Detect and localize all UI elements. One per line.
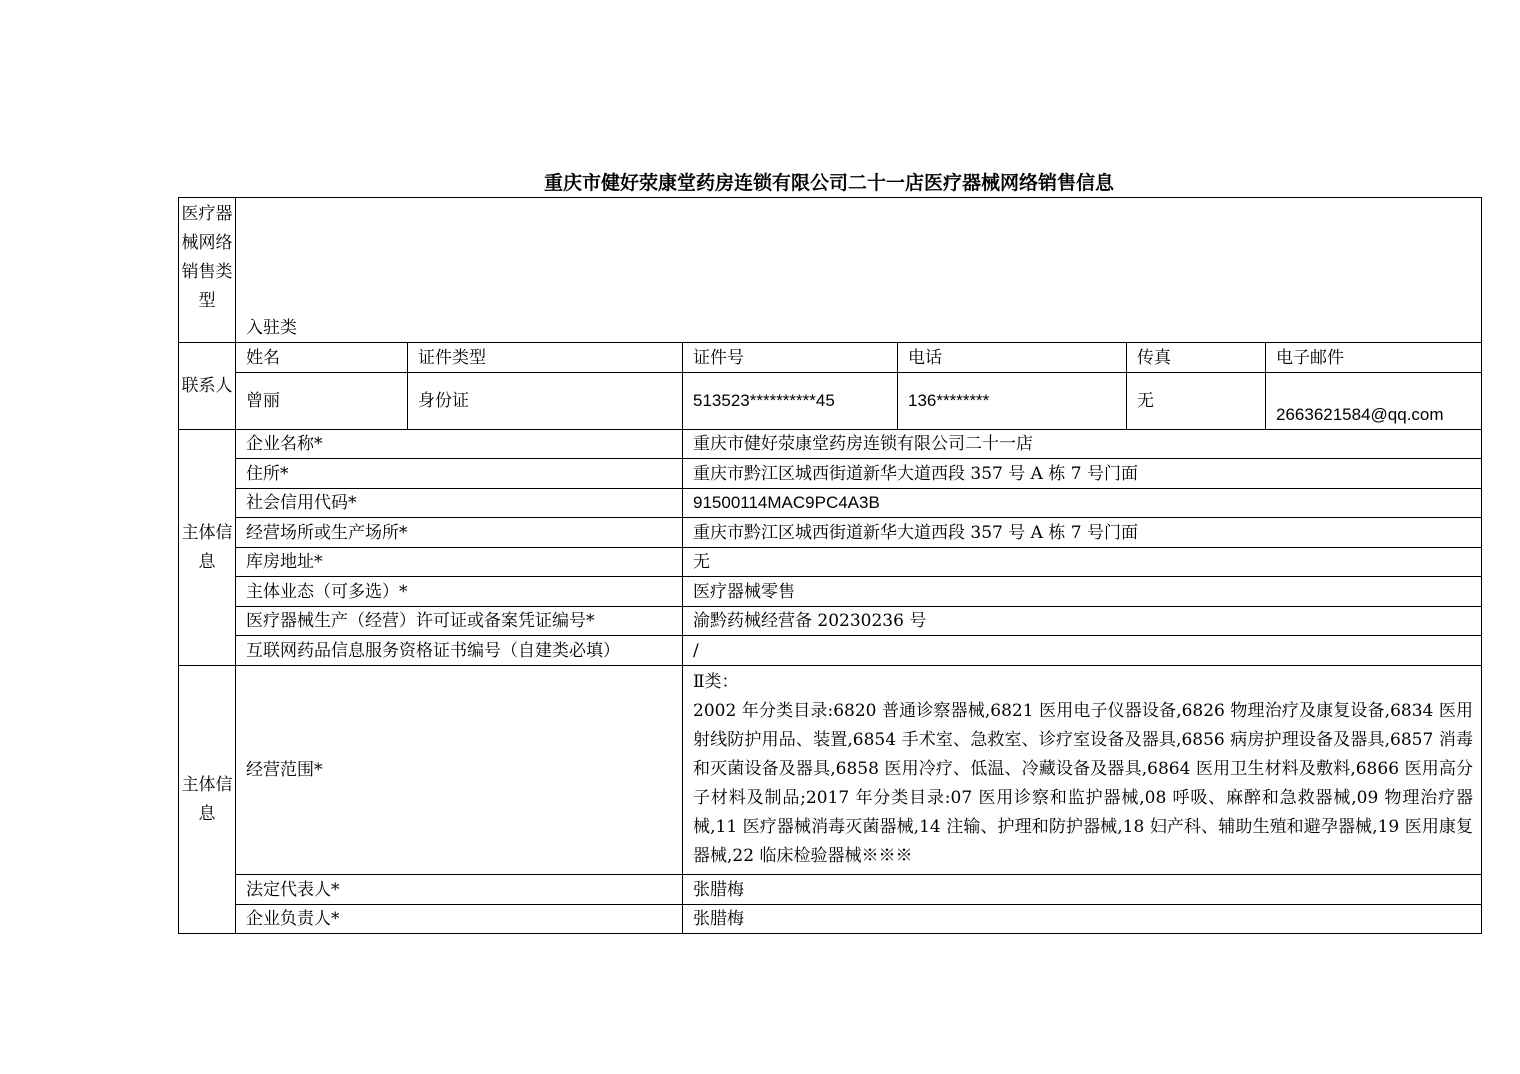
info-table xyxy=(178,197,1482,934)
subject-row-value: / xyxy=(683,636,1482,666)
scope-text: 2002 年分类目录:6820 普通诊察器械,6821 医用电子仪器设备,6826 物理治疗及康复设备,6834 医用射线防护用品、装置,6854 手术室、急救室、诊疗室设备及器具,6856 病房护理设备及器具,6857 消毒和灭菌设备及器具,6858 医用冷疗、低温、冷藏设备及器具,6864 医用卫生材料及敷料,6866 医用高分子材料及制品;2017 年分类目录:07 医用诊察和监护器械,08 呼吸、麻醉和急救器械,09 物理治疗器械,11 医疗器械消毒灭菌器械,14 注输、护理和防护器械,18 妇产科、辅助生殖和避孕器械,19 医用康复器械,22 临床检验器械※※※ xyxy=(693,701,1474,866)
contact-header-id-number: 证件号 xyxy=(683,343,898,373)
subject-row-value: 医疗器械零售 xyxy=(683,577,1482,607)
contact-email: 2663621584@qq.com xyxy=(1266,373,1482,430)
subject-row xyxy=(179,518,1482,548)
subject-row xyxy=(179,636,1482,666)
subject-row-label: 经营场所或生产场所* xyxy=(236,518,683,548)
subject-info-label-2: 主体信息 xyxy=(179,666,236,934)
contact-phone: 136******** xyxy=(898,373,1127,430)
subject-row-value: 重庆市黔江区城西街道新华大道西段 357 号 A 栋 7 号门面 xyxy=(683,459,1482,489)
contact-fax: 无 xyxy=(1127,373,1266,430)
legal-rep-label: 法定代表人* xyxy=(236,875,683,905)
subject-row xyxy=(179,430,1482,459)
page-title: 重庆市健好荥康堂药房连锁有限公司二十一店医疗器械网络销售信息 xyxy=(543,172,1114,194)
contact-header-row xyxy=(179,343,1482,373)
subject-row xyxy=(179,577,1482,607)
scope-class-line: Ⅱ类： xyxy=(693,672,739,692)
subject-row-label: 主体业态（可多选）* xyxy=(236,577,683,607)
subject-row-label: 库房地址* xyxy=(236,548,683,577)
subject-row-value: 无 xyxy=(683,548,1482,577)
subject-row-label: 企业名称* xyxy=(236,430,683,459)
subject-row-value: 91500114MAC9PC4A3B xyxy=(683,489,1482,518)
subject-row xyxy=(179,607,1482,636)
subject-row xyxy=(179,905,1482,934)
subject-row-label: 住所* xyxy=(236,459,683,489)
subject-row xyxy=(179,548,1482,577)
manager-label: 企业负责人* xyxy=(236,905,683,934)
subject-row-label: 互联网药品信息服务资格证书编号（自建类必填） xyxy=(236,636,683,666)
scope-value xyxy=(683,666,1482,875)
subject-row xyxy=(179,489,1482,518)
contact-value-row xyxy=(179,373,1482,430)
subject-row xyxy=(179,875,1482,905)
contact-header-id-type: 证件类型 xyxy=(408,343,683,373)
contact-header-email: 电子邮件 xyxy=(1266,343,1482,373)
subject-row-label: 社会信用代码* xyxy=(236,489,683,518)
sales-type-value: 入驻类 xyxy=(236,198,1482,343)
manager-value: 张腊梅 xyxy=(683,905,1482,934)
contact-header-fax: 传真 xyxy=(1127,343,1266,373)
subject-info-label: 主体信息 xyxy=(179,430,236,666)
contact-id-type: 身份证 xyxy=(408,373,683,430)
subject-row-value: 重庆市健好荥康堂药房连锁有限公司二十一店 xyxy=(683,430,1482,459)
contact-header-phone: 电话 xyxy=(898,343,1127,373)
contact-id-number: 513523**********45 xyxy=(683,373,898,430)
contact-header-name: 姓名 xyxy=(236,343,408,373)
subject-row-label: 医疗器械生产（经营）许可证或备案凭证编号* xyxy=(236,607,683,636)
sales-type-label: 医疗器械网络销售类型 xyxy=(179,198,236,343)
sales-type-row xyxy=(179,198,1482,343)
subject-row-value: 渝黔药械经营备 20230236 号 xyxy=(683,607,1482,636)
legal-rep-value: 张腊梅 xyxy=(683,875,1482,905)
contact-name: 曾丽 xyxy=(236,373,408,430)
contact-label: 联系人 xyxy=(179,343,236,430)
scope-row xyxy=(179,666,1482,875)
subject-row-value: 重庆市黔江区城西街道新华大道西段 357 号 A 栋 7 号门面 xyxy=(683,518,1482,548)
scope-label: 经营范围* xyxy=(236,666,683,875)
subject-row xyxy=(179,459,1482,489)
